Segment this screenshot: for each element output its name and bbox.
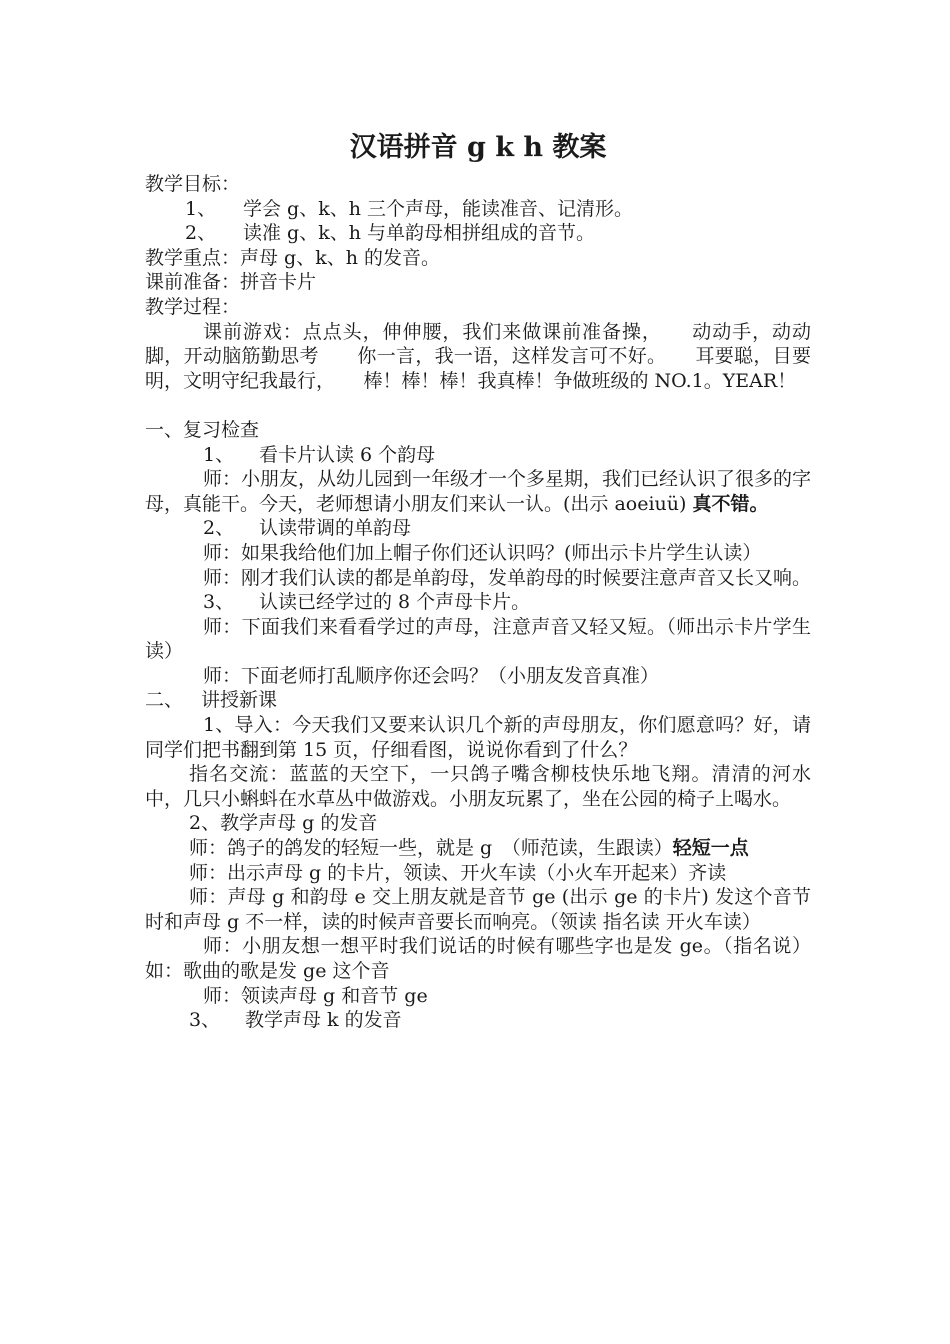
section2-num: 二、 [145,689,184,712]
section2-g-teacher1-text: 师：鸽子的鸽发的轻短一些，就是 g （师范读，生跟读） [189,837,673,860]
objective-num-2: 2、 [185,222,217,245]
objectives-heading: 教学目标： [145,173,241,195]
section1-item2-text: 认读带调的单韵母 [259,517,412,540]
section1-item2 [145,516,811,541]
document-title: 汉语拼音 g k h 教案 [349,132,607,163]
section2-heading [145,688,811,713]
section2-g-teacher4: 师：小朋友想一想平时我们说话的时候有哪些字也是发 ge。（指名说）如：歌曲的歌是发 ge 这个音 [145,935,811,982]
section2-k-item [145,1008,811,1033]
objective-text-1: 学会 g、k、h 三个声母，能读准音、记清形。 [243,197,633,220]
section2-g-teacher5: 师：领读声母 g 和音节 ge [203,984,428,1007]
document-page [145,128,811,1033]
teaching-focus: 教学重点：声母 g、k、h 的发音。 [145,246,440,269]
section1-item1-teacher [145,467,811,516]
section2-intro: 1、导入：今天我们又要来认识几个新的声母朋友，你们愿意吗？好，请同学们把书翻到第 15 页，仔细看图，说说你看到了什么？ [145,714,811,761]
objective-num-1: 1、 [185,197,217,220]
section1-item1-teacher-text: 师：小朋友，从幼儿园到一年级才一个多星期，我们已经认识了很多的字母，真能干。今天，老师想请小朋友们来认一认。(出示 aoeiuü) [145,468,812,515]
section1-item3-text: 认读已经学过的 8 个声母卡片。 [259,591,531,614]
objective-item-1 [145,197,811,222]
section1-item2-num: 2、 [203,517,235,540]
section1-item1 [145,443,811,468]
warmup-paragraph: 课前游戏：点点头，伸伸腰，我们来做课前准备操， 动动手，动动脚，开动脑筋勤思考 你一言，我一语，这样发言可不好。 耳要聪，目要明，文明守纪我最行， 棒！棒！棒！我真棒！争做班级的 NO.1。YEAR！ [145,320,811,392]
section1-item1-bold: 真不错。 [692,492,769,515]
section2-g-heading: 2、教学声母 g 的发音 [189,812,378,835]
section1-heading: 一、复习检查 [145,418,260,441]
section2-k-text: 教学声母 k 的发音 [245,1009,402,1032]
section2-heading-text: 讲授新课 [201,689,278,712]
section1-item1-text: 看卡片认读 6 个韵母 [259,443,436,466]
section2-k-num: 3、 [189,1009,221,1032]
section1-item3-teacher1: 师：下面我们来看看学过的声母，注意声音又轻又短。（师出示卡片学生读） [145,615,811,663]
section2-exchange: 指名交流：蓝蓝的天空下，一只鸽子嘴含柳枝快乐地飞翔。清清的河水中，几只小蝌蚪在水草丛中做游戏。小朋友玩累了，坐在公园的椅子上喝水。 [145,763,811,810]
process-heading: 教学过程： [145,295,241,318]
objective-text-2: 读准 g、k、h 与单韵母相拼组成的音节。 [243,222,595,245]
section1-item2-teacher2: 师：刚才我们认读的都是单韵母，发单韵母的时候要注意声音又长又响。 [203,566,812,589]
lesson-prep: 课前准备：拼音卡片 [145,271,317,294]
section1-item2-teacher1: 师：如果我给他们加上帽子你们还认识吗？(师出示卡片学生认读） [203,541,762,564]
objective-item-2 [145,221,811,246]
section2-g-teacher2: 师：出示声母 g 的卡片，领读、开火车读（小火车开起来）齐读 [189,861,727,884]
section1-item3-teacher2: 师：下面老师打乱顺序你还会吗？（小朋友发音真准） [203,664,660,687]
section2-g-teacher3: 师：声母 g 和韵母 e 交上朋友就是音节 ge (出示 ge 的卡片) 发这个音节时和声母 g 不一样，读的时候声音要长而响亮。（领读 指名读 开火车读） [145,886,811,933]
section1-item3-num: 3、 [203,591,235,614]
blank-line [145,393,811,418]
section2-g-teacher1 [145,836,811,861]
section1-item3 [145,590,811,615]
section2-g-teacher1-bold: 轻短一点 [672,837,749,860]
section1-item1-num: 1、 [203,443,235,466]
